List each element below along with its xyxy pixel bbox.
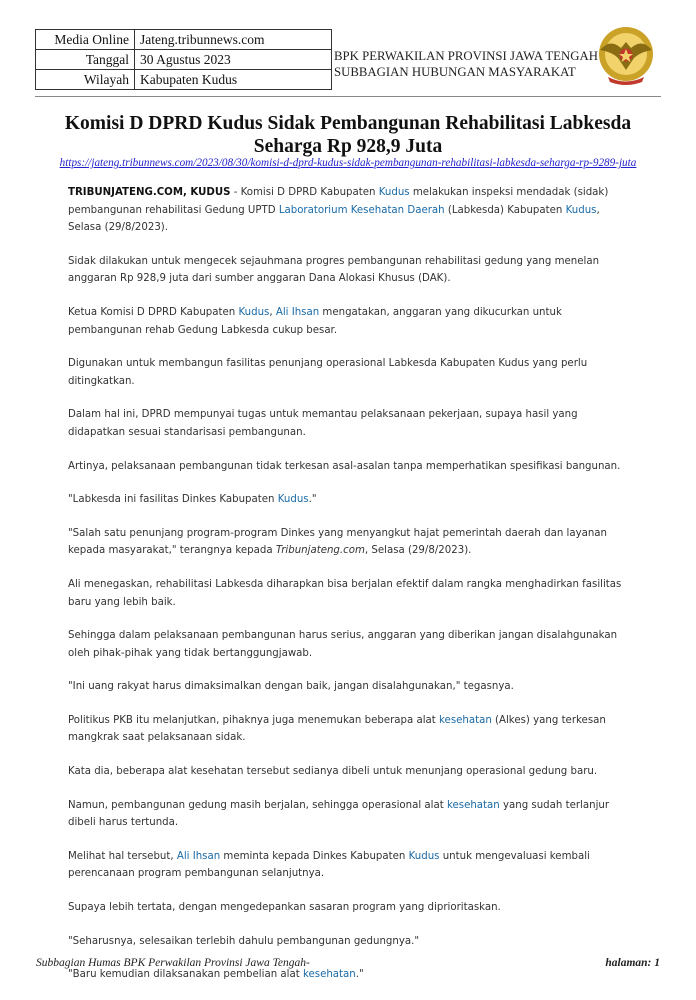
footer-department: Subbagian Humas BPK Perwakilan Provinsi Jawa Tengah-	[36, 957, 310, 969]
media-info-row	[36, 30, 332, 50]
paragraph-17: "Seharusnya, selesaikan terlebih dahulu pembangunan gedungnya."	[68, 935, 420, 947]
link-kudus[interactable]: Kudus	[378, 187, 410, 198]
region-value: Kabupaten Kudus	[135, 70, 332, 90]
region-label: Wilayah	[36, 70, 135, 90]
link-kudus[interactable]: Kudus	[565, 204, 597, 216]
title-line-2: Seharga Rp 928,9 Juta	[253, 136, 443, 157]
paragraph-10: Sehingga dalam pelaksanaan pembangunan harus serius, anggaran yang diberikan jangan disalahgunakan oleh pihak-pihak yang tidak bertanggungjawab.	[68, 630, 618, 659]
link-kesehatan[interactable]: kesehatan	[302, 969, 356, 981]
link-kudus[interactable]: Kudus	[277, 494, 309, 506]
paragraph-8: "Salah satu penunjang program-program Dinkes yang menyangkut hajat pemerintah daerah dan layanan kepada masyarakat," terangnya kepada Tribunjateng.com, Selasa (29/8/2023).	[68, 527, 608, 557]
paragraph-6: Artinya, pelaksanaan pembangunan tidak terkesan asal-asalan tanpa memperhatikan spesifikasi bangunan.	[68, 460, 621, 472]
paragraph-15: Melihat hal tersebut, Ali Ihsan meminta kepada Dinkes Kabupaten Kudus untuk mengevaluasi kembali perencanaan program pembangunan selanjutnya.	[68, 850, 590, 880]
paragraph-2: Sidak dilakukan untuk mengecek sejauhmana progres pembangunan rehabilitasi gedung yang menelan anggaran Rp 928,9 juta dari sumber anggaran Dana Alokasi Khusus (DAK).	[68, 255, 600, 285]
paragraph-12: Politikus PKB itu melanjutkan, pihaknya juga menemukan beberapa alat kesehatan (Alkes) yang terkesan mangkrak saat pelaksanaan sidak.	[68, 714, 606, 744]
paragraph-13: Kata dia, beberapa alat kesehatan tersebut sedianya dibeli untuk menunjang operasional gedung baru.	[68, 766, 598, 778]
paragraph-7: "Labkesda ini fasilitas Dinkes Kabupaten Kudus."	[68, 494, 317, 506]
media-value: Jateng.tribunnews.com	[135, 30, 332, 50]
source-name: Tribunjateng.com	[275, 545, 365, 557]
paragraph-1: TRIBUNJATENG.COM, KUDUS - Komisi D DPRD Kabupaten Kudus melakukan inspeksi mendadak (sidak) pembangunan rehabilitasi Gedung UPTD Laboratorium Kesehatan Daerah (Labkesda) Kabupaten Kudus, Selasa (29/8/2023).	[68, 187, 609, 234]
link-kesehatan[interactable]: kesehatan	[439, 714, 492, 726]
page-number: halaman: 1	[605, 957, 660, 969]
link-ali-ihsan[interactable]: Ali Ihsan	[275, 306, 320, 318]
link-kesehatan[interactable]: kesehatan	[446, 799, 500, 811]
link-ali-ihsan[interactable]: Ali Ihsan	[176, 850, 221, 862]
paragraph-9: Ali menegaskan, rehabilitasi Labkesda diharapkan bisa berjalan efektif dalam rangka menghadirkan fasilitas baru yang lebih baik.	[68, 578, 622, 608]
header-divider	[35, 96, 661, 97]
media-info-table	[35, 29, 332, 90]
title-line-1: Komisi D DPRD Kudus Sidak Pembangunan Rehabilitasi Labkesda	[64, 113, 632, 134]
paragraph-18: "Baru kemudian dilaksanakan pembelian alat kesehatan."	[68, 969, 364, 981]
article-url-link[interactable]: https://jateng.tribunnews.com/2023/08/30/komisi-d-dprd-kudus-sidak-pembangunan-rehabilitasi-labkesda-seharga-rp-9289-juta	[59, 157, 637, 169]
region-info-row	[36, 70, 332, 90]
bpk-garuda-emblem-icon	[594, 24, 658, 88]
paragraph-5: Dalam hal ini, DPRD mempunyai tugas untuk memantau pelaksanaan pekerjaan, supaya hasil yang didapatkan sesuai standarisasi pembangunan.	[68, 409, 578, 438]
paragraph-16: Supaya lebih tertata, dengan mengedepankan sasaran program yang diprioritaskan.	[68, 902, 501, 914]
article-body	[68, 184, 633, 1000]
agency-division: SUBBAGIAN HUBUNGAN MASYARAKAT	[334, 65, 576, 79]
paragraph-3: Ketua Komisi D DPRD Kabupaten Kudus, Ali Ihsan mengatakan, anggaran yang dikucurkan untuk pembangunan rehab Gedung Labkesda cukup besar.	[68, 306, 562, 336]
link-laboratorium-kesehatan-daerah[interactable]: Laboratorium Kesehatan Daerah	[278, 204, 445, 216]
media-label: Media Online	[36, 30, 135, 50]
link-kudus[interactable]: Kudus	[238, 306, 270, 318]
agency-name: BPK PERWAKILAN PROVINSI JAWA TENGAH	[334, 49, 598, 63]
dateline: TRIBUNJATENG.COM, KUDUS	[68, 187, 231, 198]
article-title	[40, 112, 656, 158]
agency-heading	[334, 48, 598, 80]
date-info-row	[36, 50, 332, 70]
paragraph-11: "Ini uang rakyat harus dimaksimalkan dengan baik, jangan disalahgunakan," tegasnya.	[68, 681, 514, 693]
date-label: Tanggal	[36, 50, 135, 70]
link-kudus[interactable]: Kudus	[408, 850, 440, 862]
date-value: 30 Agustus 2023	[135, 50, 332, 70]
paragraph-4: Digunakan untuk membangun fasilitas penunjang operasional Labkesda Kabupaten Kudus yang perlu ditingkatkan.	[68, 358, 588, 387]
paragraph-14: Namun, pembangunan gedung masih berjalan, sehingga operasional alat kesehatan yang sudah terlanjur dibeli harus tertunda.	[68, 799, 610, 829]
